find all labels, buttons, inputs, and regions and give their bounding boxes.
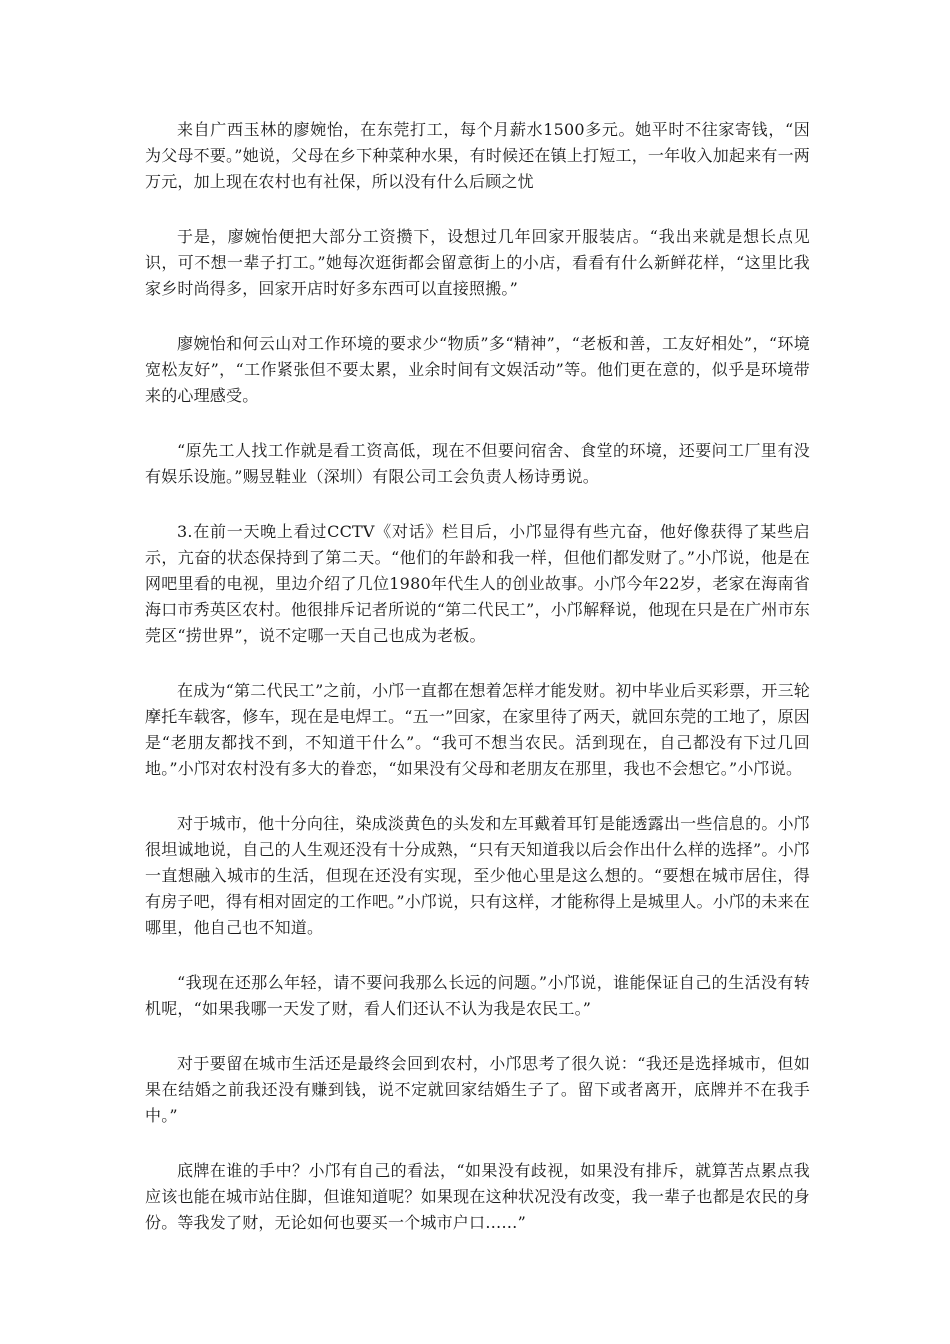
paragraph-1: 来自广西玉林的廖婉怡，在东莞打工，每个月薪水1500多元。她平时不往家寄钱，“因为父母不要。”她说，父母在乡下种菜种水果，有时候还在镇上打短工，一年收入加起来有一两万元，加上现在农村也有社保，所以没有什么后顾之忧 bbox=[145, 120, 810, 191]
paragraph-10: 底牌在谁的手中？小邝有自己的看法，“如果没有歧视，如果没有排斥，就算苦点累点我应该也能在城市站住脚，但谁知道呢？如果现在这种状况没有改变，我一辈子也都是农民的身份。等我发了财，无论如何也要买一个城市户口……” bbox=[145, 1161, 810, 1232]
paragraph-8: “我现在还那么年轻，请不要问我那么长远的问题。”小邝说，谁能保证自己的生活没有转机呢，“如果我哪一天发了财，看人们还认不认为我是农民工。” bbox=[145, 973, 810, 1018]
paragraph-6: 在成为“第二代民工”之前，小邝一直都在想着怎样才能发财。初中毕业后买彩票，开三轮摩托车载客，修车，现在是电焊工。“五一”回家，在家里待了两天，就回东莞的工地了，原因是“老朋友都找不到，不知道干什么”。“我可不想当农民。活到现在，自己都没有下过几回地。”小邝对农村没有多大的眷恋，“如果没有父母和老朋友在那里，我也不会想它。”小邝说。 bbox=[145, 681, 810, 778]
article-body bbox=[145, 117, 810, 1265]
paragraph-5: 3.在前一天晚上看过CCTV《对话》栏目后，小邝显得有些亢奋，他好像获得了某些启示，亢奋的状态保持到了第二天。“他们的年龄和我一样，但他们都发财了。”小邝说，他是在网吧里看的电视，里边介绍了几位1980年代生人的创业故事。小邝今年22岁，老家在海南省海口市秀英区农村。他很排斥记者所说的“第二代民工”，小邝解释说，他现在只是在广州市东莞区“捞世界”，说不定哪一天自己也成为老板。 bbox=[145, 522, 810, 645]
paragraph-4: “原先工人找工作就是看工资高低，现在不但要问宿舍、食堂的环境，还要问工厂里有没有娱乐设施。”赐昱鞋业（深圳）有限公司工会负责人杨诗勇说。 bbox=[145, 441, 810, 486]
paragraph-3: 廖婉怡和何云山对工作环境的要求少“物质”多“精神”，“老板和善，工友好相处”，“环境宽松友好”，“工作紧张但不要太累，业余时间有文娱活动”等。他们更在意的，似乎是环境带来的心理感受。 bbox=[145, 334, 810, 405]
paragraph-7: 对于城市，他十分向往，染成淡黄色的头发和左耳戴着耳钉是能透露出一些信息的。小邝很坦诚地说，自己的人生观还没有十分成熟，“只有天知道我以后会作出什么样的选择”。小邝一直想融入城市的生活，但现在还没有实现，至少他心里是这么想的。“要想在城市居住，得有房子吧，得有相对固定的工作吧。”小邝说，只有这样，才能称得上是城里人。小邝的未来在哪里，他自己也不知道。 bbox=[145, 814, 810, 937]
paragraph-9: 对于要留在城市生活还是最终会回到农村，小邝思考了很久说：“我还是选择城市，但如果在结婚之前我还没有赚到钱，说不定就回家结婚生子了。留下或者离开，底牌并不在我手中。” bbox=[145, 1054, 810, 1125]
paragraph-2: 于是，廖婉怡便把大部分工资攒下，设想过几年回家开服装店。“我出来就是想长点见识，可不想一辈子打工。”她每次逛街都会留意街上的小店，看看有什么新鲜花样，“这里比我家乡时尚得多，回家开店时好多东西可以直接照搬。” bbox=[145, 227, 810, 298]
